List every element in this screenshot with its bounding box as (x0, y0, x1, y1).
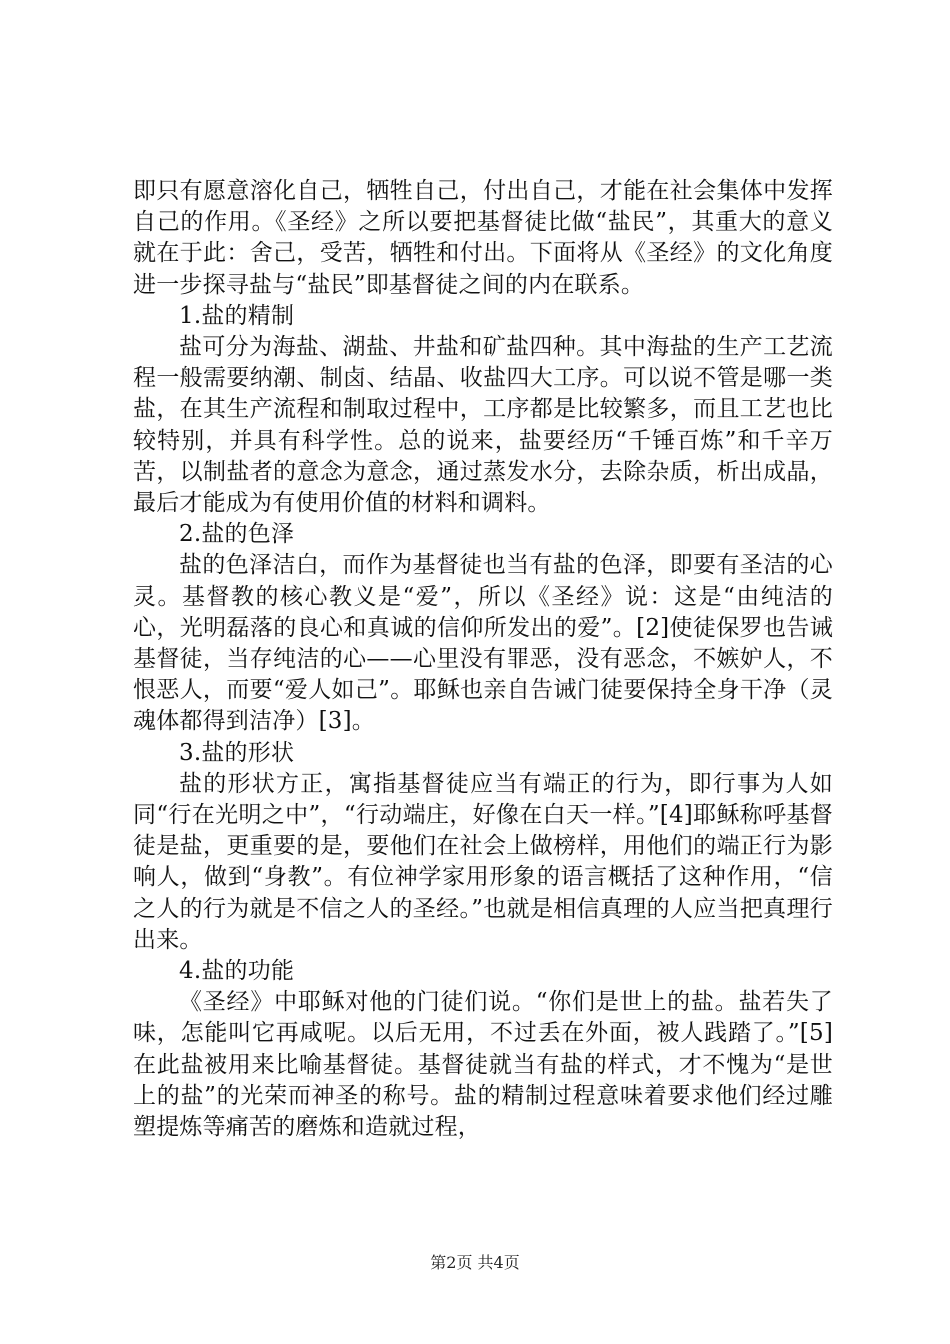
paragraph-color: 盐的色泽洁白，而作为基督徒也当有盐的色泽，即要有圣洁的心灵。基督教的核心教义是“爱”，所以《圣经》说：这是“由纯洁的心，光明磊落的良心和真诚的信仰所发出的爱”。[2]使徒保罗也告诫基督徒，当存纯洁的心——心里没有罪恶，没有恶念，不嫉妒人，不恨恶人，而要“爱人如己”。耶稣也亲自告诫门徒要保持全身干净（灵魂体都得到洁净）[3]。 (133, 552, 833, 735)
paragraph-function: 《圣经》中耶稣对他的门徒们说。“你们是世上的盐。盐若失了味，怎能叫它再咸呢。以后无用，不过丢在外面，被人践踏了。”[5]在此盐被用来比喻基督徒。基督徒就当有盐的样式，才不愧为“是世上的盐”的光荣而神圣的称号。盐的精制过程意味着要求他们经过雕塑提炼等痛苦的磨炼和造就过程， (133, 989, 833, 1141)
section-heading-function: 4.盐的功能 (179, 958, 295, 985)
paragraph-refining: 盐可分为海盐、湖盐、井盐和矿盐四种。其中海盐的生产工艺流程一般需要纳潮、制卤、结晶、收盐四大工序。可以说不管是哪一类盐，在其生产流程和制取过程中，工序都是比较繁多，而且工艺也比较特别，并具有科学性。总的说来，盐要经历“千锤百炼”和千辛万苦，以制盐者的意念为意念，通过蒸发水分，去除杂质，析出成晶，最后才能成为有使用价值的材料和调料。 (133, 334, 833, 517)
section-heading-color: 2.盐的色泽 (179, 521, 295, 548)
section-heading-refining: 1.盐的精制 (179, 302, 295, 329)
section-heading-shape: 3.盐的形状 (179, 739, 295, 766)
paragraph-intro: 即只有愿意溶化自己，牺牲自己，付出自己，才能在社会集体中发挥自己的作用。《圣经》之所以要把基督徒比做“盐民”，其重大的意义就在于此：舍己，受苦，牺牲和付出。下面将从《圣经》的文化角度进一步探寻盐与“盐民”即基督徒之间的内在联系。 (133, 178, 833, 298)
paragraph-shape: 盐的形状方正，寓指基督徒应当有端正的行为，即行事为人如同“行在光明之中”，“行动端庄，好像在白天一样。”[4]耶稣称呼基督徒是盐，更重要的是，要他们在社会上做榜样，用他们的端正行为影响人，做到“身教”。有位神学家用形象的语言概括了这种作用，“信之人的行为就是不信之人的圣经。”也就是相信真理的人应当把真理行出来。 (133, 770, 833, 953)
page-footer: 第2页 共4页 (430, 1253, 520, 1272)
document-body (133, 176, 833, 1143)
